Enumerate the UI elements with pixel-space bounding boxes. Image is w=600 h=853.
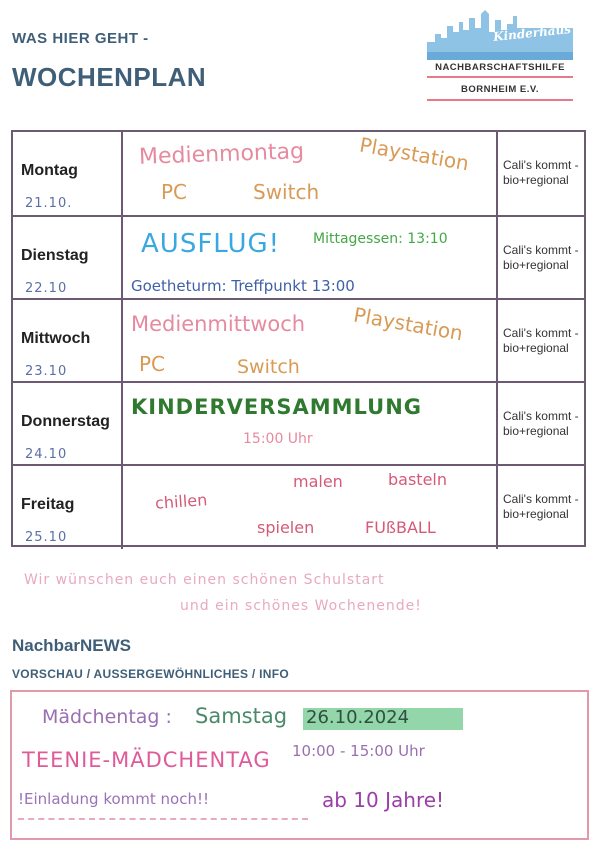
- meal-info: Cali's kommt - bio+regional: [503, 409, 579, 438]
- note: Switch: [253, 180, 320, 204]
- plan-row-tuesday: [13, 215, 584, 300]
- news-subtitle: VORSCHAU / AUSSERGEWÖHNLICHES / INFO: [12, 667, 290, 681]
- note: spielen: [257, 518, 315, 537]
- note: Goetheturm: Treffpunkt 13:00: [131, 277, 355, 295]
- day-label: Donnerstag: [21, 413, 110, 430]
- note: Playstation: [351, 302, 465, 346]
- note: 15:00 Uhr: [243, 431, 313, 447]
- note: malen: [293, 472, 343, 491]
- day-label: Montag: [21, 162, 78, 179]
- day-label: Freitag: [21, 496, 75, 513]
- note: Medienmittwoch: [131, 312, 306, 336]
- news-invite: !Einladung kommt noch!!: [18, 790, 210, 808]
- header-kicker: WAS HIER GEHT -: [12, 30, 149, 47]
- note: PC: [139, 352, 166, 376]
- wish-line-2: und ein schönes Wochenende!: [180, 598, 422, 614]
- logo-line1: NACHBARSCHAFTSHILFE: [435, 62, 565, 73]
- day-label: Dienstag: [21, 247, 89, 264]
- news-date: 26.10.2024: [306, 707, 410, 728]
- news-title: NachbarNEWS: [12, 636, 132, 655]
- news-weekday: Samstag: [195, 704, 288, 728]
- meal-info: Cali's kommt - bio+regional: [503, 243, 579, 272]
- plan-row-friday: [13, 464, 584, 549]
- day-date: 25.10: [25, 530, 68, 545]
- day-date: 22.10: [25, 281, 68, 296]
- day-label: Mittwoch: [21, 330, 91, 347]
- note: Medienmontag: [138, 139, 305, 170]
- page-title: WOCHENPLAN: [12, 62, 207, 92]
- news-event: TEENIE-MÄDCHENTAG: [22, 748, 271, 772]
- meal-info: Cali's kommt - bio+regional: [503, 326, 579, 355]
- day-date: 21.10.: [25, 196, 73, 211]
- news-age: ab 10 Jahre!: [322, 788, 445, 812]
- note: FUßBALL: [365, 518, 436, 537]
- note: basteln: [388, 470, 447, 489]
- meal-info: Cali's kommt - bio+regional: [503, 492, 579, 521]
- note: KINDERVERSAMMLUNG: [131, 395, 423, 419]
- meal-info: Cali's kommt - bio+regional: [503, 158, 579, 187]
- wish-line-1: Wir wünschen euch einen schönen Schulstart: [24, 572, 385, 588]
- note: AUSFLUG!: [141, 229, 281, 259]
- note: chillen: [154, 490, 208, 513]
- day-date: 23.10: [25, 364, 68, 379]
- day-date: 24.10: [25, 447, 68, 462]
- logo-tag: Kinderhaus: [492, 21, 572, 45]
- news-label: Mädchentag :: [42, 706, 172, 728]
- logo: [427, 8, 573, 104]
- plan-row-thursday: [13, 381, 584, 466]
- note: Playstation: [357, 132, 471, 176]
- note: Switch: [237, 356, 300, 378]
- note: PC: [161, 180, 188, 204]
- news-time: 10:00 - 15:00 Uhr: [292, 742, 425, 760]
- plan-row-wednesday: [13, 298, 584, 383]
- logo-line2: BORNHEIM E.V.: [461, 84, 539, 95]
- plan-row-monday: [13, 132, 584, 215]
- note: Mittagessen: 13:10: [313, 231, 448, 247]
- weekly-plan-table: [11, 130, 586, 547]
